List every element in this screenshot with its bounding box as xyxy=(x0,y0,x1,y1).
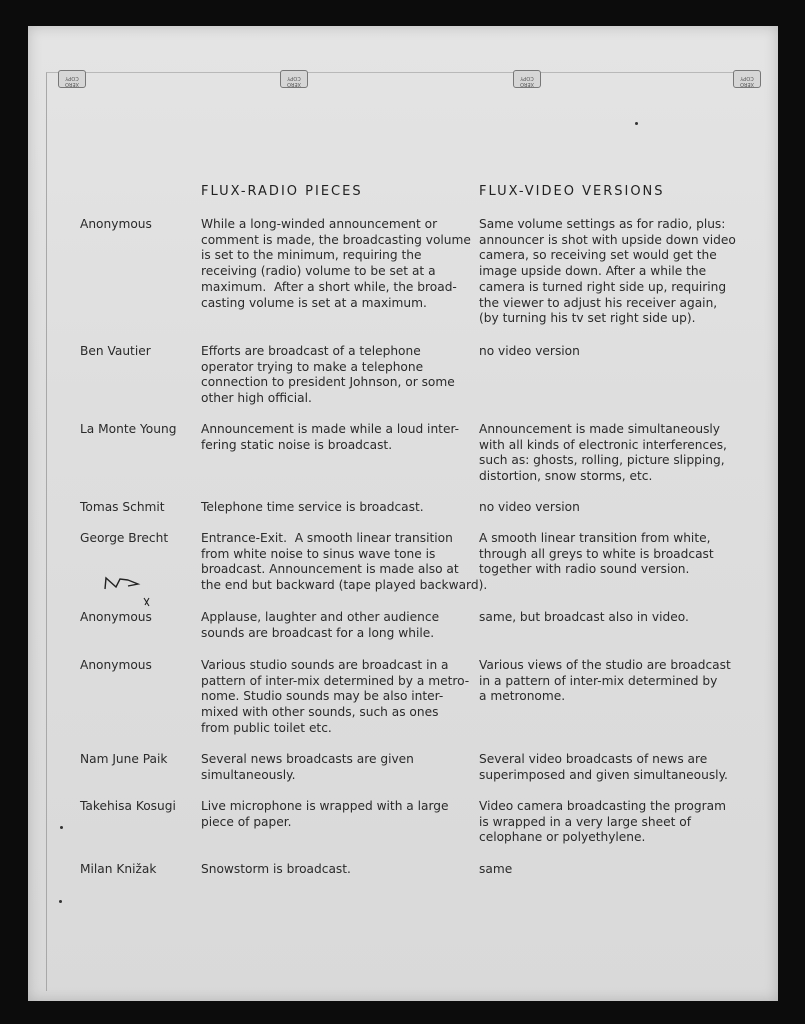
row-radio-piece: Several news broadcasts are given simultaneously. xyxy=(201,752,414,782)
heading-radio-pieces: FLUX-RADIO PIECES xyxy=(201,184,363,199)
speck xyxy=(59,900,62,903)
row-video-version: same xyxy=(479,862,513,876)
row-video-version: no video version xyxy=(479,500,580,514)
heading-video-versions: FLUX-VIDEO VERSIONS xyxy=(479,184,665,199)
handwritten-squiggle-mark xyxy=(102,574,142,594)
row-radio-piece: Efforts are broadcast of a telephone operator trying to make a telephone connection to president Johnson, or some other high official. xyxy=(201,344,455,406)
row-video-version: no video version xyxy=(479,344,580,358)
row-video-version: A smooth linear transition from white, through all greys to white is broadcast together with radio sound version. xyxy=(479,531,714,577)
xero-copy-stamp: XERO COPY xyxy=(58,70,86,88)
row-name: La Monte Young xyxy=(80,422,177,436)
speck xyxy=(635,122,638,125)
row-name: Takehisa Kosugi xyxy=(80,799,176,813)
row-radio-piece: Entrance-Exit. A smooth linear transition from white noise to sinus wave tone is broadcast. Announcement is made also at the end but backward (tape played backward). xyxy=(201,531,488,593)
row-radio-piece: Applause, laughter and other audience sounds are broadcast for a long while. xyxy=(201,610,440,640)
row-radio-piece: Snowstorm is broadcast. xyxy=(201,862,351,876)
row-name: Nam June Paik xyxy=(80,752,168,766)
row-video-version: Various views of the studio are broadcast in a pattern of inter-mix determined by a metronome. xyxy=(479,658,731,704)
xero-copy-stamp: XERO COPY xyxy=(733,70,761,88)
row-video-version: Same volume settings as for radio, plus: announcer is shot with upside down video camera, so receiving set would get the image upside down. After a while the camera is turned right side up, requiring the viewer to adjust his receiver again, (by turning his tv set right side up). xyxy=(479,217,736,326)
row-video-version: same, but broadcast also in video. xyxy=(479,610,689,624)
row-name: Milan Knižak xyxy=(80,862,157,876)
row-radio-piece: Telephone time service is broadcast. xyxy=(201,500,424,514)
row-radio-piece: While a long-winded announcement or comment is made, the broadcasting volume is set to the minimum, requiring the receiving (radio) volume to be set at a maximum. After a short while, the broad- casting volume is set at a maximum. xyxy=(201,217,471,310)
handwritten-x-mark xyxy=(142,596,152,608)
row-name: George Brecht xyxy=(80,531,169,545)
document-page xyxy=(28,26,778,1001)
row-name: Anonymous xyxy=(80,217,152,231)
row-video-version: Announcement is made simultaneously with all kinds of electronic interferences, such as: ghosts, rolling, picture slipping, distortion, snow storms, etc. xyxy=(479,422,727,484)
row-name: Ben Vautier xyxy=(80,344,151,358)
speck xyxy=(60,826,63,829)
row-video-version: Video camera broadcasting the program is wrapped in a very large sheet of celophane or polyethylene. xyxy=(479,799,726,845)
row-name: Anonymous xyxy=(80,610,152,624)
row-name: Anonymous xyxy=(80,658,152,672)
xero-copy-stamp: XERO COPY xyxy=(280,70,308,88)
row-radio-piece: Announcement is made while a loud inter- fering static noise is broadcast. xyxy=(201,422,460,452)
row-radio-piece: Live microphone is wrapped with a large piece of paper. xyxy=(201,799,449,829)
row-name: Tomas Schmit xyxy=(80,500,165,514)
row-radio-piece: Various studio sounds are broadcast in a pattern of inter-mix determined by a metro- nome. Studio sounds may be also inter- mixed with other sounds, such as ones from public toilet etc. xyxy=(201,658,470,735)
row-video-version: Several video broadcasts of news are superimposed and given simultaneously. xyxy=(479,752,728,782)
xero-copy-stamp: XERO COPY xyxy=(513,70,541,88)
